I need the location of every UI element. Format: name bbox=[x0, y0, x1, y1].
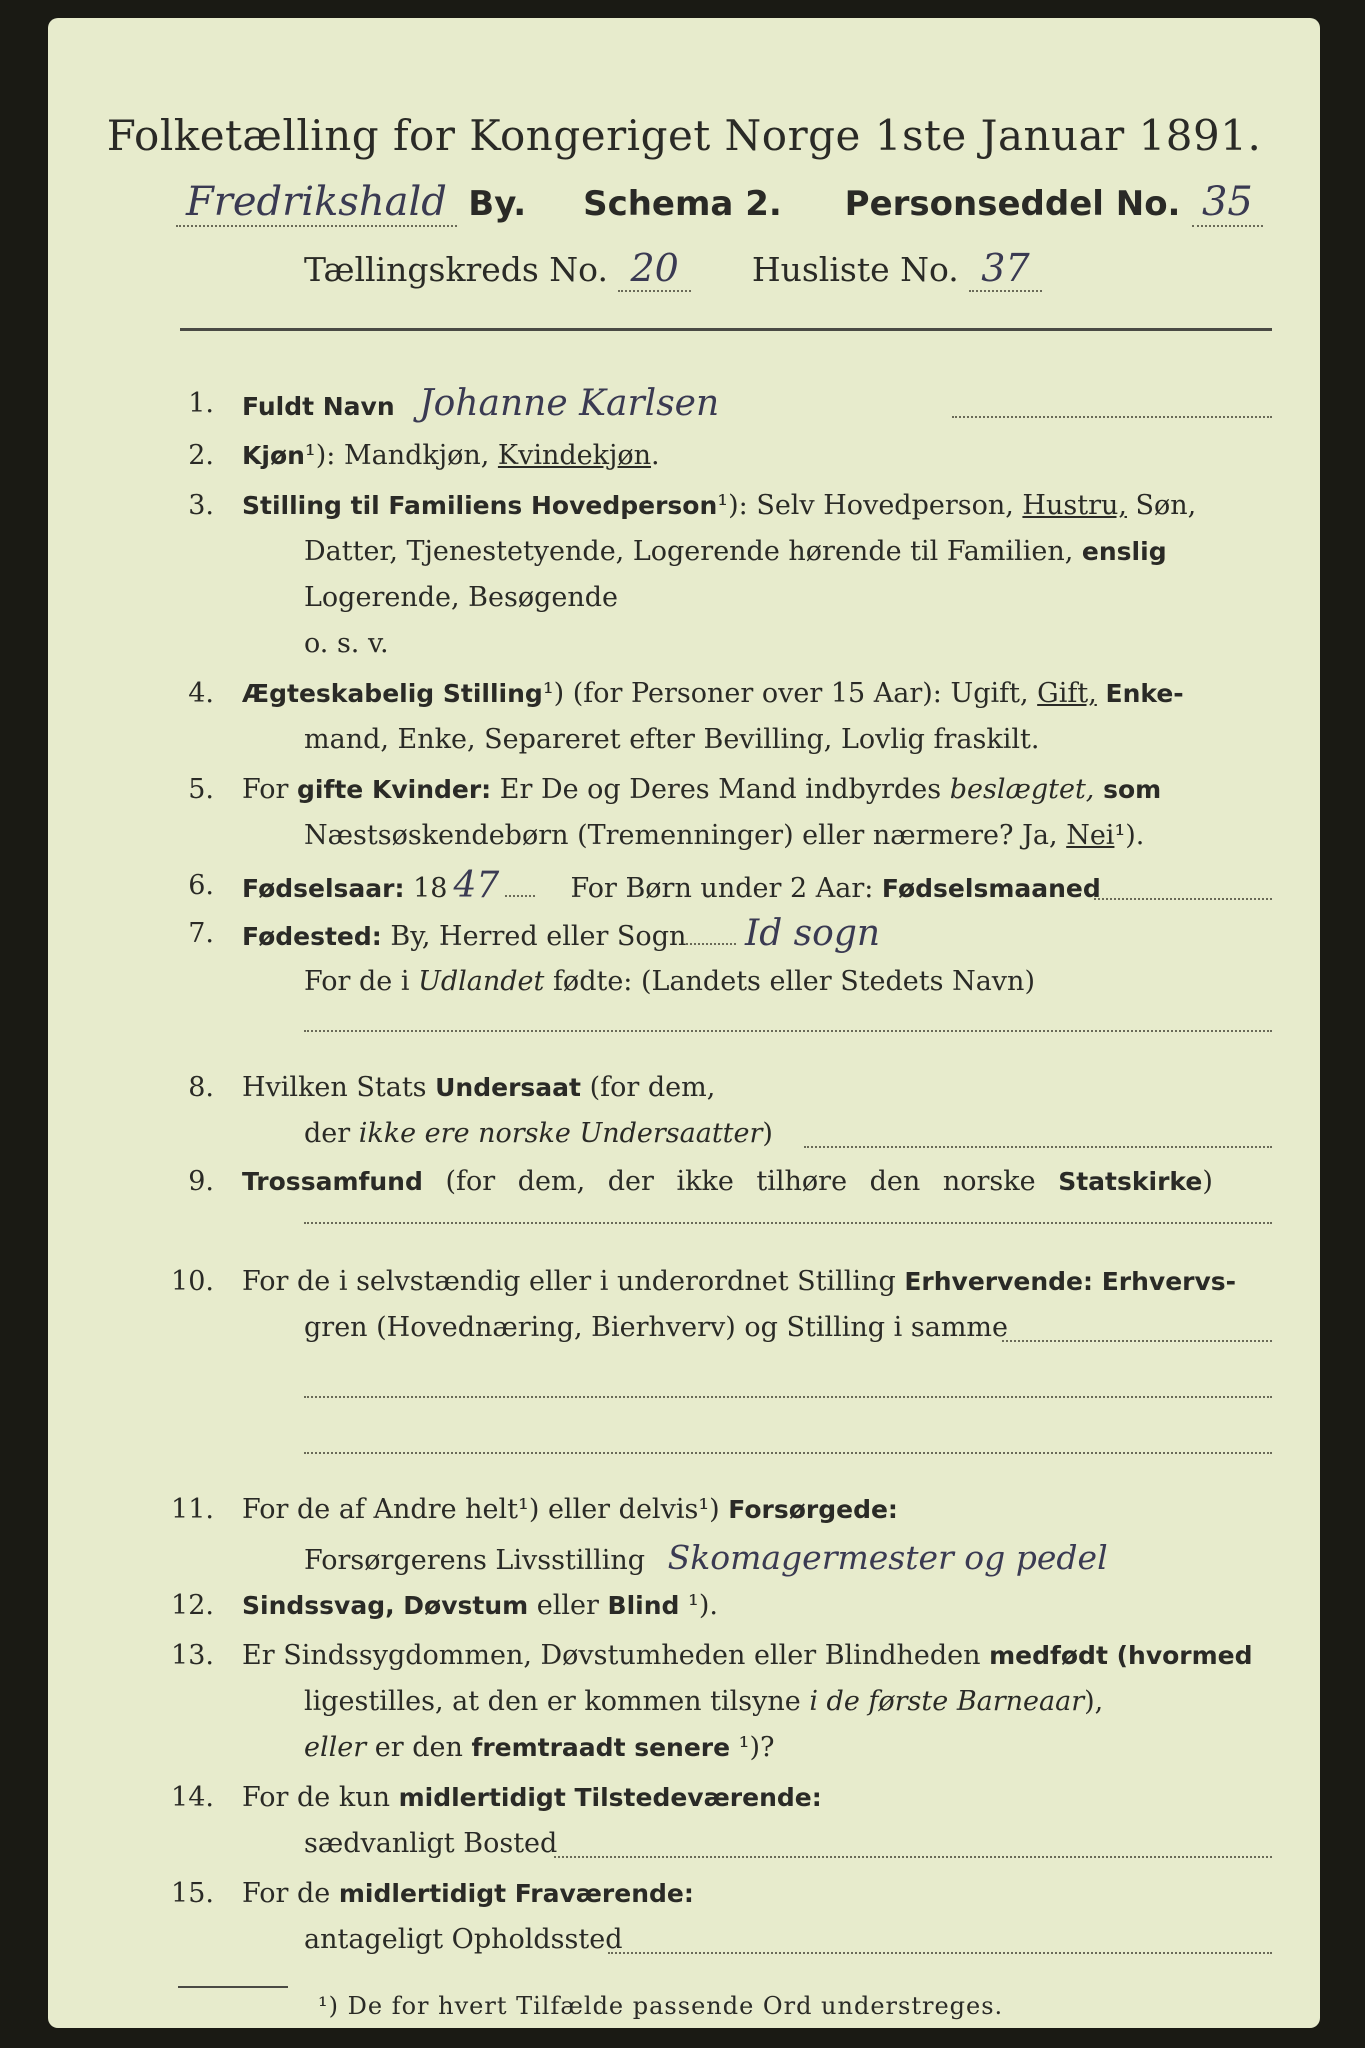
birth-month-text: For Børn under 2 Aar: bbox=[570, 873, 882, 904]
item-15-line-2: antageligt Opholdssted bbox=[304, 1924, 623, 1955]
abroad-prefix: For de i bbox=[304, 966, 419, 997]
item-number: 8. bbox=[188, 1072, 214, 1103]
q13-ref: ¹)? bbox=[730, 1732, 775, 1763]
q13-hvormed: (hvormed bbox=[1107, 1641, 1253, 1670]
q13-later: fremtraadt senere bbox=[471, 1733, 731, 1762]
married-women-label: gifte Kvinder: bbox=[297, 775, 492, 804]
item-number: 9. bbox=[188, 1166, 214, 1197]
item-5-line-2 bbox=[304, 818, 1144, 854]
sex-selected: Kvindekjøn bbox=[497, 440, 652, 471]
item-5-line-1 bbox=[242, 772, 1161, 808]
form-title: Folketælling for Kongeriget Norge 1ste Januar 1891. bbox=[106, 111, 1262, 160]
sex-period: . bbox=[651, 440, 660, 471]
q13-childhood: i de første Barneaar bbox=[809, 1686, 1085, 1717]
item-7-line-2 bbox=[304, 964, 1035, 1000]
q13-text-3: er den bbox=[366, 1732, 472, 1763]
support-text-1: For de af Andre helt bbox=[242, 1494, 519, 1525]
item-7-line-1 bbox=[242, 913, 881, 955]
q13-congenital: medfødt bbox=[989, 1641, 1108, 1670]
marital-status-enke: Enke- bbox=[1096, 679, 1184, 708]
item-number: 10. bbox=[171, 1266, 214, 1297]
item-1-line bbox=[242, 383, 720, 425]
item-4-line-2: mand, Enke, Separeret efter Bevilling, Lovlig fraskilt. bbox=[304, 724, 1040, 755]
item-8-line-1 bbox=[242, 1070, 715, 1106]
item-number: 6. bbox=[188, 870, 214, 901]
q5-footnote-ref: ¹). bbox=[1114, 820, 1145, 851]
full-name-value: Johanne Karlsen bbox=[419, 383, 720, 424]
husliste-number: 37 bbox=[969, 246, 1041, 292]
item-number: 7. bbox=[188, 918, 214, 949]
item-number: 5. bbox=[188, 774, 214, 805]
leader-line bbox=[304, 1222, 1272, 1224]
item-number: 11. bbox=[171, 1494, 214, 1525]
birth-year-prefix: 18 bbox=[404, 873, 448, 904]
citizenship-label: Undersaat bbox=[435, 1073, 581, 1102]
header-line-3 bbox=[304, 246, 1042, 292]
marital-status-options: ¹) (for Personer over 15 Aar): Ugift, bbox=[542, 678, 1038, 709]
item-3-line-4: o. s. v. bbox=[304, 628, 389, 659]
provider-occupation-value: Skomagermester og pedel bbox=[667, 1538, 1108, 1577]
q13-text: Er Sindssygdommen, Døvstumheden eller Blindheden bbox=[242, 1640, 990, 1671]
sex-label: Kjøn bbox=[242, 441, 305, 470]
q13-text-2: ligestilles, at den er kommen tilsyne bbox=[304, 1686, 810, 1717]
taellingskreds-number: 20 bbox=[618, 246, 690, 292]
birth-year-value: 47 bbox=[453, 865, 500, 906]
abroad-text: fødte: (Landets eller Stedets Navn) bbox=[544, 966, 1035, 997]
item-number: 13. bbox=[171, 1640, 214, 1671]
city-suffix: By. bbox=[468, 184, 527, 224]
abroad-word: Udlandet bbox=[418, 966, 545, 997]
header-line-2 bbox=[176, 178, 1263, 228]
family-position-label: Stilling til Familiens Hovedperson bbox=[242, 491, 718, 520]
leader-line bbox=[304, 1452, 1272, 1454]
personseddel-label: Personseddel No. bbox=[844, 184, 1181, 224]
disability-blind: Blind bbox=[607, 1591, 680, 1620]
item-8-line-2 bbox=[304, 1116, 773, 1152]
disability-label: Sindssvag, Døvstum bbox=[242, 1591, 529, 1620]
religion-close: ) bbox=[1202, 1166, 1213, 1197]
item-13-line-1 bbox=[242, 1638, 1253, 1674]
item-number: 3. bbox=[188, 490, 214, 521]
support-label: Forsørgede: bbox=[728, 1495, 898, 1524]
q5-text-2: Næstsøskendebørn (Tremenninger) eller nærmere? Ja, bbox=[304, 820, 1067, 851]
support-text-2: ¹) eller delvis bbox=[518, 1494, 699, 1525]
footnote: ¹) De for hvert Tilfælde passende Ord understreges. bbox=[318, 1992, 1004, 2020]
family-position-selected: Hustru, bbox=[1022, 490, 1127, 521]
q5-related: beslægtet, bbox=[949, 774, 1095, 805]
item-number: 12. bbox=[171, 1590, 214, 1621]
family-position-enslig: enslig bbox=[1081, 537, 1167, 566]
family-position-more: Søn, bbox=[1126, 490, 1197, 521]
leader-line bbox=[608, 1952, 1272, 1954]
q13-eller: eller bbox=[304, 1732, 367, 1763]
footnote-rule bbox=[178, 1986, 288, 1988]
q5-selected: Nei bbox=[1066, 820, 1115, 851]
item-3-line-2 bbox=[304, 534, 1167, 570]
marital-status-selected: Gift, bbox=[1037, 678, 1097, 709]
city-handwritten: Fredrikshald bbox=[176, 179, 457, 227]
occupation-text: For de i selvstændig eller i underordnet Stilling bbox=[242, 1266, 905, 1297]
q5-prefix: For bbox=[242, 774, 298, 805]
leader-line bbox=[1094, 898, 1272, 900]
disability-ref: ¹). bbox=[679, 1590, 718, 1621]
item-9-line bbox=[242, 1164, 1213, 1200]
sex-options: ¹): Mandkjøn, bbox=[304, 440, 498, 471]
leader-line bbox=[304, 1396, 1272, 1398]
occupation-branch: Erhvervs- bbox=[1093, 1267, 1237, 1296]
birth-month-label: Fødselsmaaned bbox=[881, 874, 1101, 903]
birthplace-label: Fødested: bbox=[242, 922, 382, 951]
q14-prefix: For de kun bbox=[242, 1782, 399, 1813]
item-14-line-1 bbox=[242, 1780, 822, 1816]
leader-line bbox=[304, 1030, 1272, 1032]
item-number: 15. bbox=[171, 1878, 214, 1909]
dotted-leader bbox=[686, 942, 736, 945]
religion-text: (for dem, der ikke tilhøre den norske bbox=[422, 1166, 1059, 1197]
item-12-line bbox=[242, 1588, 718, 1624]
item-2-line bbox=[242, 438, 660, 474]
item-13-line-2 bbox=[304, 1684, 1103, 1720]
item-6-line bbox=[242, 865, 1101, 907]
leader-line bbox=[804, 1146, 1272, 1148]
item-3-line-1 bbox=[242, 488, 1196, 524]
marital-status-label: Ægteskabelig Stilling bbox=[242, 679, 543, 708]
temporary-absent-label: midlertidigt Fraværende: bbox=[338, 1879, 694, 1908]
citizenship-text: (for dem, bbox=[580, 1072, 716, 1103]
q13-close: ), bbox=[1084, 1686, 1104, 1717]
item-11-line-1 bbox=[242, 1492, 898, 1528]
item-13-line-3 bbox=[304, 1730, 775, 1766]
item-number: 14. bbox=[171, 1782, 214, 1813]
item-4-line-1 bbox=[242, 676, 1184, 712]
dotted-leader bbox=[505, 894, 535, 897]
citizenship-der: der bbox=[304, 1118, 359, 1149]
disability-eller: eller bbox=[528, 1590, 608, 1621]
family-position-options: ¹): Selv Hovedperson, bbox=[717, 490, 1023, 521]
item-14-line-2: sædvanligt Bosted bbox=[304, 1828, 558, 1859]
item-10-line-2: gren (Hovednæring, Bierhverv) og Stilling i samme bbox=[304, 1312, 1009, 1343]
support-text-3: ¹) bbox=[698, 1494, 729, 1525]
item-3-line-3: Logerende, Besøgende bbox=[304, 582, 618, 613]
taellingskreds-label: Tællingskreds No. bbox=[304, 250, 608, 289]
temporary-present-label: midlertidigt Tilstedeværende: bbox=[398, 1783, 822, 1812]
item-10-line-1 bbox=[242, 1264, 1236, 1300]
item-number: 2. bbox=[188, 440, 214, 471]
husliste-label: Husliste No. bbox=[751, 250, 959, 289]
provider-occupation-label: Forsørgerens Livsstilling bbox=[304, 1545, 646, 1576]
citizenship-italic: ikke ere norske Undersaatter bbox=[358, 1118, 763, 1149]
religion-label: Trossamfund bbox=[242, 1167, 423, 1196]
family-position-options-2: Datter, Tjenestetyende, Logerende hørende til Familien, bbox=[304, 536, 1082, 567]
birthplace-text: By, Herred eller Sogn bbox=[381, 921, 687, 952]
personseddel-number: 35 bbox=[1192, 179, 1263, 227]
header-divider bbox=[180, 328, 1272, 331]
item-number: 1. bbox=[188, 388, 214, 419]
leader-line bbox=[1002, 1340, 1272, 1342]
citizenship-prefix: Hvilken Stats bbox=[242, 1072, 436, 1103]
birthplace-value: Id sogn bbox=[744, 913, 881, 954]
q5-som: som bbox=[1094, 775, 1162, 804]
religion-statskirke: Statskirke bbox=[1058, 1167, 1203, 1196]
item-15-line-1 bbox=[242, 1876, 694, 1912]
census-form-sheet bbox=[48, 18, 1320, 2028]
item-11-line-2 bbox=[304, 1540, 1108, 1579]
schema-label: Schema 2. bbox=[583, 184, 782, 224]
leader-line bbox=[952, 416, 1272, 418]
leader-line bbox=[554, 1856, 1272, 1858]
item-number: 4. bbox=[188, 678, 214, 709]
citizenship-close: ) bbox=[762, 1118, 773, 1149]
occupation-label: Erhvervende: bbox=[904, 1267, 1094, 1296]
full-name-label: Fuldt Navn bbox=[242, 392, 395, 421]
birth-year-label: Fødselsaar: bbox=[242, 874, 405, 903]
q5-text: Er De og Deres Mand indbyrdes bbox=[491, 774, 950, 805]
q15-prefix: For de bbox=[242, 1878, 339, 1909]
